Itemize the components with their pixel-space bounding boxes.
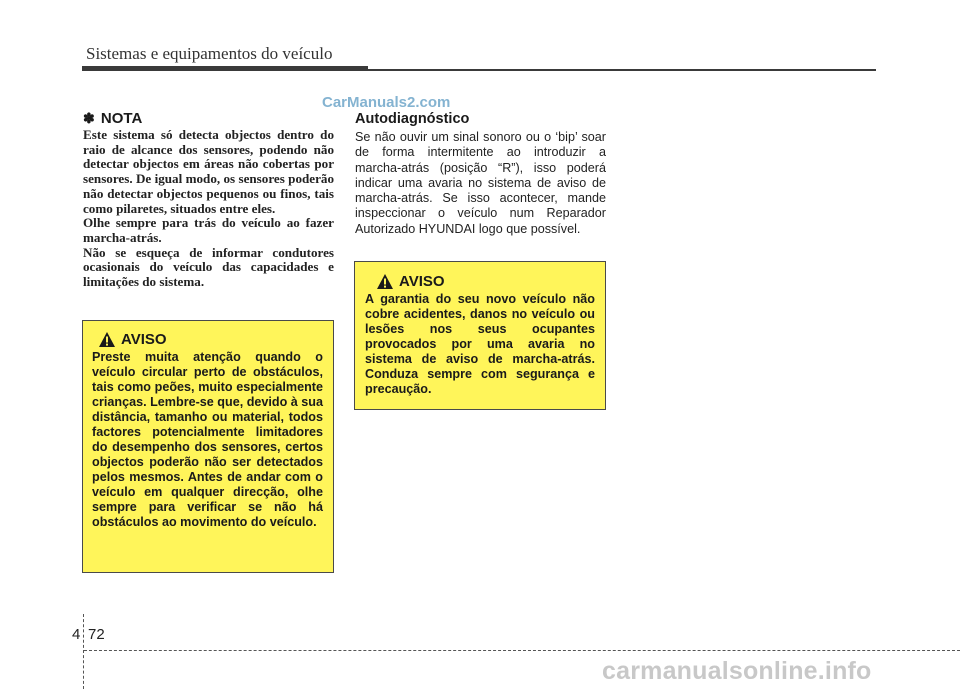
note-heading [83,110,142,127]
self-diagnosis-text: Se não ouvir um sinal sonoro ou o ‘bip’ soar de forma intermitente ao introduzir a marcha-atrás (posição “R”), isso poderá indicar uma avaria no sistema de aviso de marcha-atrás. Se isso acontecer, mande inspeccionar o veículo num Reparador Autorizado HYUNDAI logo que possível. [355,130,606,236]
footer-horizontal-rule [84,650,960,651]
footer-vertical-rule [83,614,84,689]
watermark-top: CarManuals2.com [322,94,451,111]
watermark-bottom: carmanualsonline.info [602,657,872,685]
note-heading-label: NOTA [100,110,143,127]
warning-box-left [82,320,334,573]
section-header-title: Sistemas e equipamentos do veículo [86,44,333,63]
page-number: 72 [88,626,105,643]
warning-box-right [354,261,606,410]
note-paragraph: Olhe sempre para trás do veículo ao fazer marcha-atrás. [83,215,334,245]
chapter-number: 4 [72,626,81,643]
warning-header [98,331,323,348]
header-rule-thick [82,66,368,71]
note-symbol-icon: ✽ [83,110,95,126]
note-paragraph: Não se esqueça de informar condutores ocasionais do veículo das capacidades e limitações do sistema. [83,244,334,290]
warning-triangle-icon [98,331,116,348]
header-rule-thin [368,69,876,71]
warning-header [376,273,595,290]
note-paragraph: Este sistema só detecta objectos dentro do raio de alcance dos sensores, podendo não detectar objectos em áreas não cobertas por sensores. De igual modo, os sensores poderão não detectar objectos pequenos ou finos, tais como pilaretes, situados entre eles. [83,127,334,216]
warning-title: AVISO [399,273,445,290]
warning-text: Preste muita atenção quando o veículo circular perto de obstáculos, tais como peões, muito especialmente crianças. Lembre-se que, devido à sua distância, tamanho ou material, todos factores potencialmente limitadores do desempenho dos sensores, certos objectos poderão não ser detectados pelos mesmos. Antes de andar com o veículo em qualquer direcção, olhe sempre para verificar se não há obstáculos ao movimento do veículo. [92,350,323,529]
warning-text: A garantia do seu novo veículo não cobre acidentes, danos no veículo ou lesões nos seus ocupantes provocados por uma avaria no sistema de aviso de marcha-atrás. Conduza sempre com segurança e precaução. [365,292,595,396]
note-body [83,128,334,290]
self-diagnosis-heading: Autodiagnóstico [355,111,470,127]
warning-title: AVISO [121,331,167,348]
self-diagnosis-body [355,130,606,237]
warning-triangle-icon [376,273,394,290]
